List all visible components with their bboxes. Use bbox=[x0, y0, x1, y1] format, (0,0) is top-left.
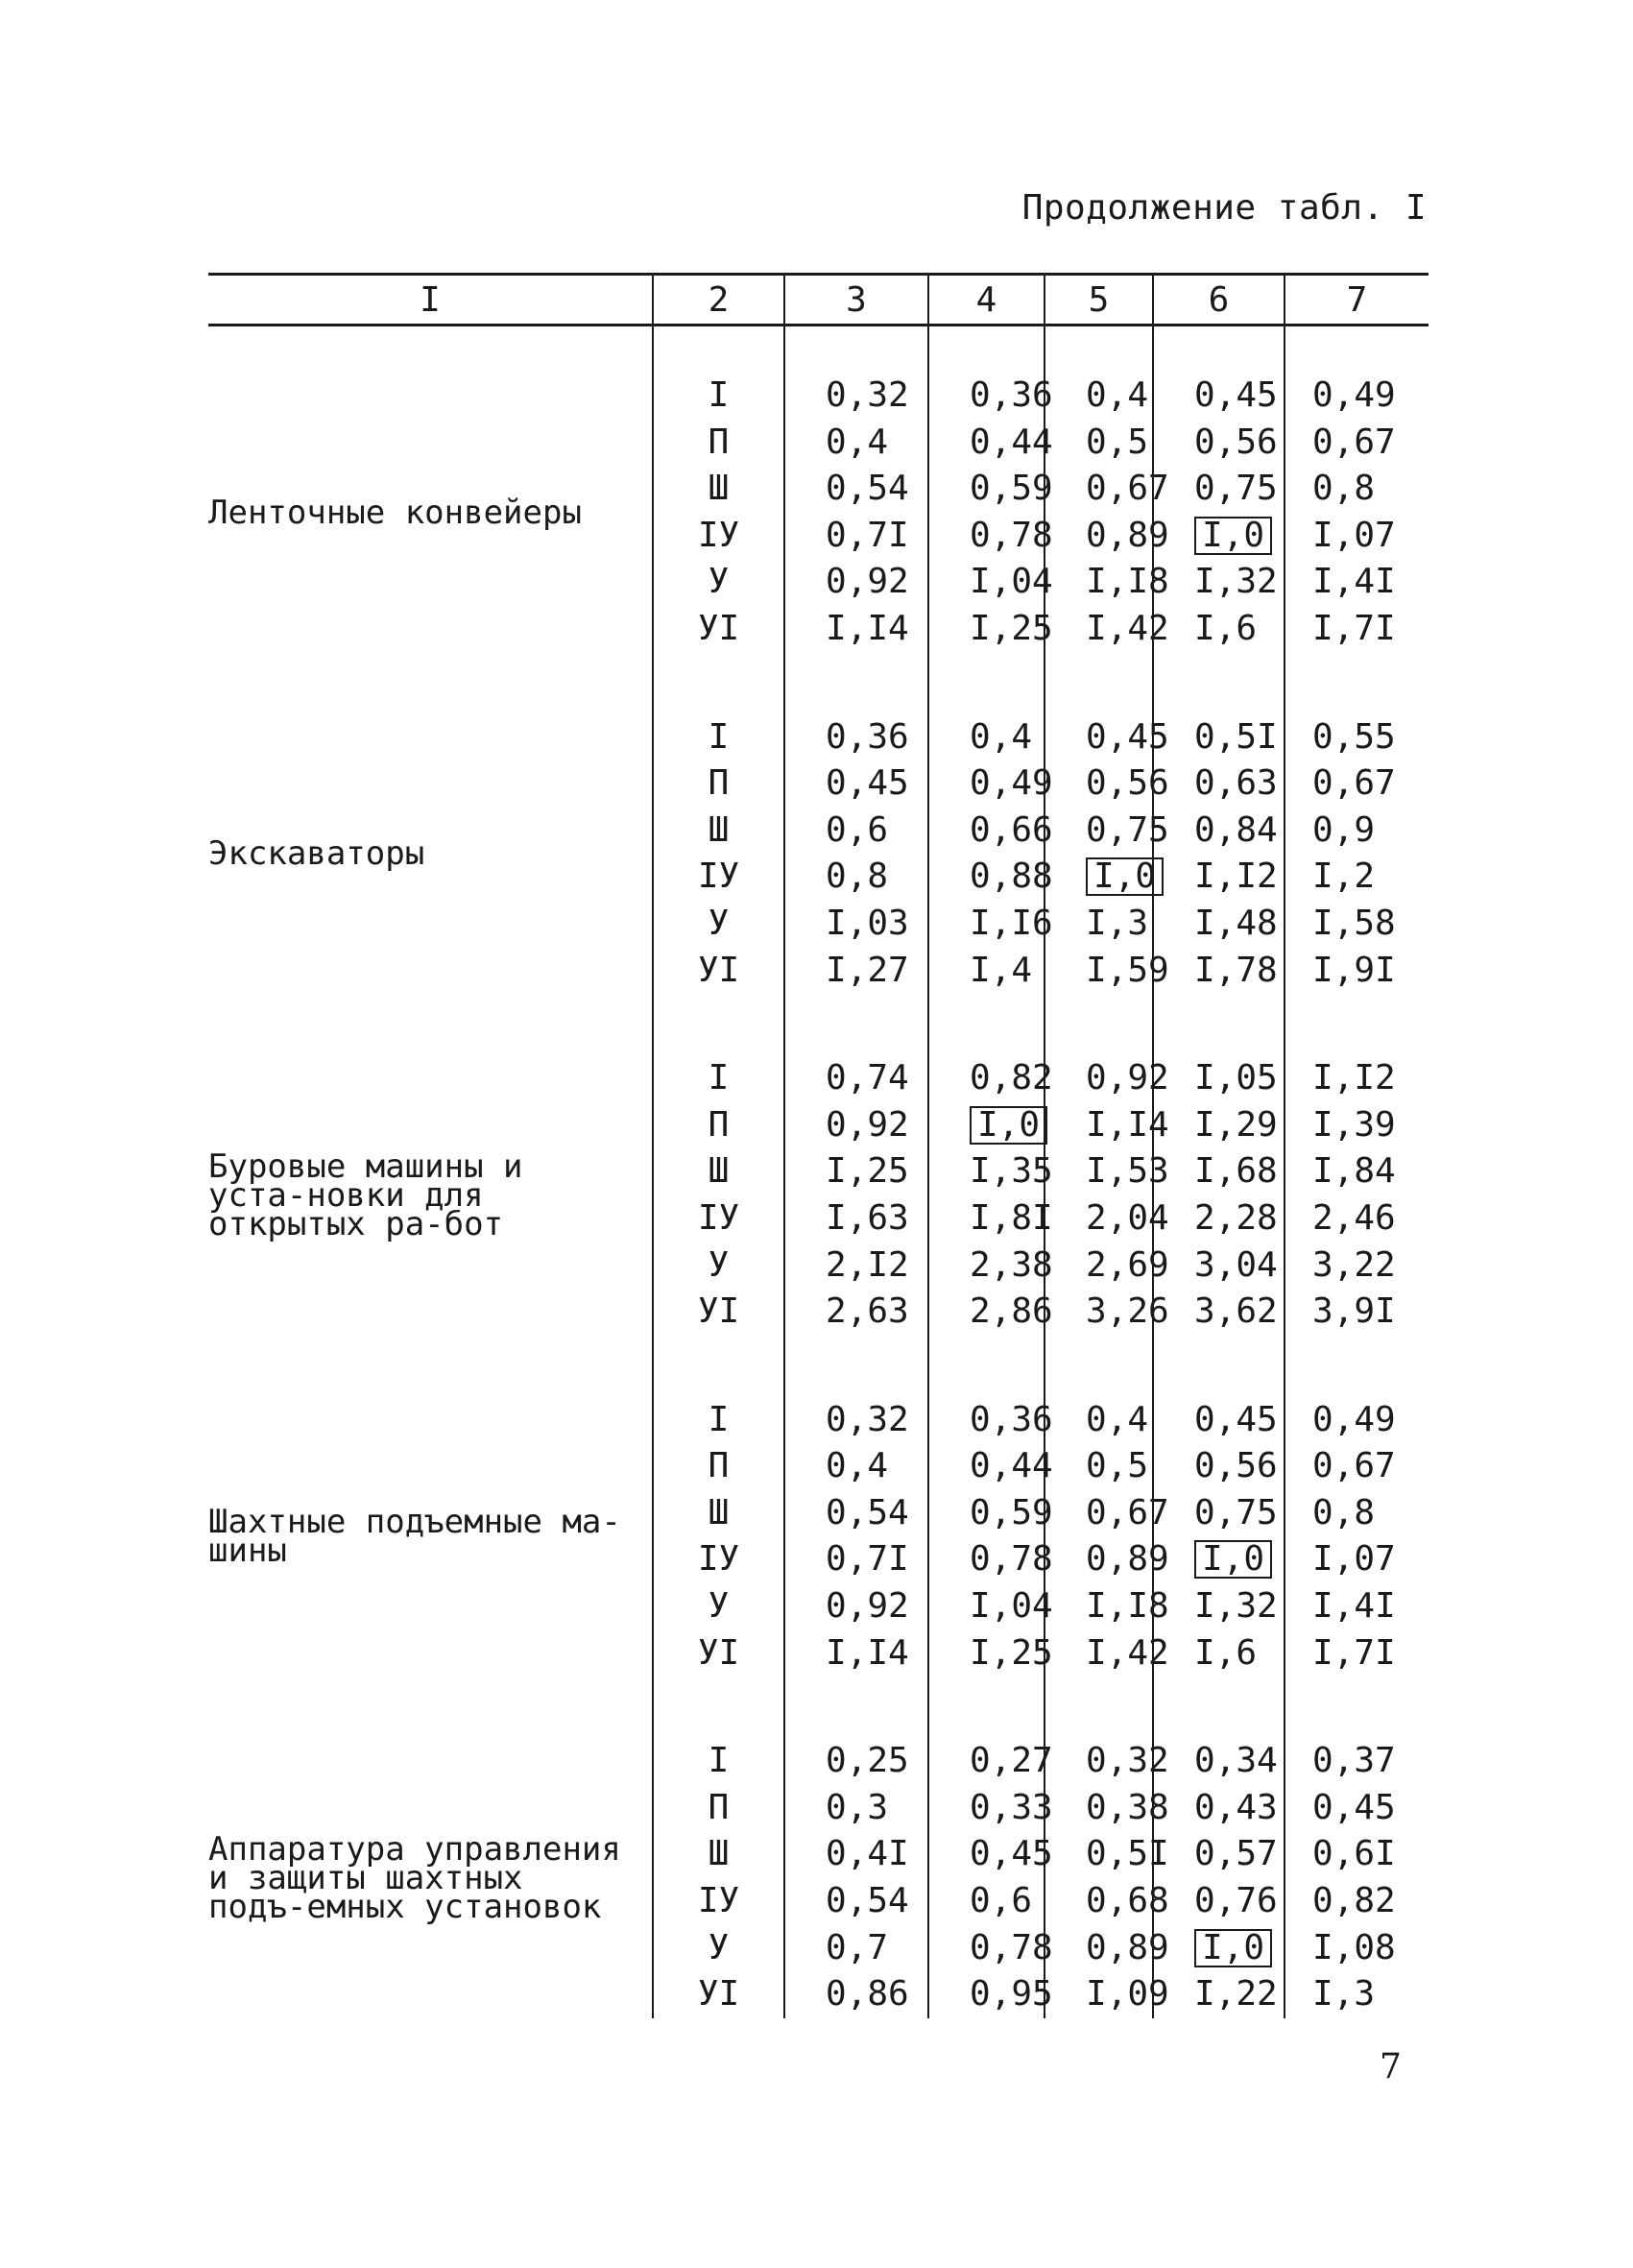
value-cell: 0,45 bbox=[1045, 714, 1153, 761]
column-header: 5 bbox=[1045, 275, 1153, 326]
value-cell: I,68 bbox=[1153, 1148, 1285, 1195]
value-cell: 0,6 bbox=[784, 808, 928, 855]
category-cell: I bbox=[653, 1738, 784, 1785]
value-cell: 2,04 bbox=[1045, 1195, 1153, 1243]
category-cell: Ш bbox=[653, 1490, 784, 1537]
spacer-cell bbox=[1285, 1336, 1429, 1397]
value-cell: I,22 bbox=[1153, 1971, 1285, 2018]
value-cell: 0,33 bbox=[928, 1785, 1045, 1832]
spacer-cell bbox=[784, 653, 928, 714]
spacer-cell bbox=[653, 994, 784, 1055]
value-cell: 0,25 bbox=[784, 1738, 928, 1785]
category-cell: IУ bbox=[653, 1536, 784, 1583]
value-cell: 0,63 bbox=[1153, 760, 1285, 808]
value-cell: 0,4 bbox=[784, 420, 928, 467]
category-cell: П bbox=[653, 760, 784, 808]
category-cell: УI bbox=[653, 948, 784, 995]
value-cell: 0,45 bbox=[1153, 1397, 1285, 1444]
value-cell: I,25 bbox=[928, 606, 1045, 653]
value-cell: 0,34 bbox=[1153, 1738, 1285, 1785]
value-cell: I,27 bbox=[784, 948, 928, 995]
category-cell: IУ bbox=[653, 1195, 784, 1243]
spacer-cell bbox=[1045, 326, 1153, 374]
equipment-name-cell: Аппаратура управления и защиты шахтных подъ-емных установок bbox=[208, 1830, 621, 1927]
spacer-cell bbox=[1285, 1677, 1429, 1738]
value-cell: 0,92 bbox=[784, 1583, 928, 1630]
value-cell: 0,54 bbox=[784, 1490, 928, 1537]
value-cell: 0,78 bbox=[928, 1536, 1045, 1583]
value-cell: 0,4 bbox=[1045, 1397, 1153, 1444]
value-cell: I,42 bbox=[1045, 1630, 1153, 1677]
value-cell: I,I8 bbox=[1045, 559, 1153, 606]
highlighted-value: I,0 bbox=[970, 1106, 1047, 1145]
value-cell: I,59 bbox=[1045, 948, 1153, 995]
spacer-cell bbox=[1285, 326, 1429, 374]
value-cell: 0,67 bbox=[1045, 466, 1153, 513]
highlighted-value: I,0 bbox=[1086, 857, 1164, 896]
value-cell: 0,5 bbox=[1045, 420, 1153, 467]
value-cell: 0,45 bbox=[1285, 1785, 1429, 1832]
value-cell: I,08 bbox=[1285, 1925, 1429, 1972]
spacer-cell bbox=[784, 1336, 928, 1397]
value-cell: I,63 bbox=[784, 1195, 928, 1243]
value-cell: 0,44 bbox=[928, 420, 1045, 467]
value-cell: 0,56 bbox=[1045, 760, 1153, 808]
category-cell: Ш bbox=[653, 466, 784, 513]
table-continuation-caption: Продолжение табл. I bbox=[1021, 188, 1427, 228]
page-number: 7 bbox=[1380, 2047, 1402, 2087]
value-cell: I,03 bbox=[784, 901, 928, 948]
coefficients-table bbox=[208, 273, 1429, 2018]
value-cell: 3,04 bbox=[1153, 1243, 1285, 1290]
category-cell: У bbox=[653, 901, 784, 948]
value-cell: I,3 bbox=[1285, 1971, 1429, 2018]
value-cell: 3,9I bbox=[1285, 1289, 1429, 1336]
value-cell: I,I2 bbox=[1153, 854, 1285, 901]
category-cell: I bbox=[653, 1055, 784, 1102]
value-cell: I,9I bbox=[1285, 948, 1429, 995]
spacer-cell bbox=[653, 653, 784, 714]
table-header bbox=[208, 275, 1429, 326]
value-cell: 0,3 bbox=[784, 1785, 928, 1832]
spacer-cell bbox=[1153, 994, 1285, 1055]
spacer-cell bbox=[784, 326, 928, 374]
value-cell: 0,8 bbox=[1285, 466, 1429, 513]
value-cell: I,I6 bbox=[928, 901, 1045, 948]
category-cell: П bbox=[653, 1785, 784, 1832]
value-cell: I,3 bbox=[1045, 901, 1153, 948]
equipment-name-cell: Буровые машины и уста-новки для открытых ра-бот bbox=[208, 1146, 523, 1243]
value-cell: I,6 bbox=[1153, 1630, 1285, 1677]
value-cell: 0,6 bbox=[928, 1878, 1045, 1925]
spacer-cell bbox=[1153, 1677, 1285, 1738]
value-cell: 0,43 bbox=[1153, 1785, 1285, 1832]
value-cell: 0,6I bbox=[1285, 1831, 1429, 1878]
category-cell: У bbox=[653, 1925, 784, 1972]
value-cell: I,05 bbox=[1153, 1055, 1285, 1102]
value-cell: 3,62 bbox=[1153, 1289, 1285, 1336]
group-spacer-row bbox=[208, 1677, 1429, 1738]
spacer-cell bbox=[1045, 1336, 1153, 1397]
spacer-cell bbox=[1153, 653, 1285, 714]
value-cell: 0,89 bbox=[1045, 1925, 1153, 1972]
value-cell: 0,67 bbox=[1045, 1490, 1153, 1537]
column-header: 4 bbox=[928, 275, 1045, 326]
group-spacer-row bbox=[208, 1336, 1429, 1397]
spacer-cell bbox=[208, 994, 653, 1055]
category-cell: УI bbox=[653, 1289, 784, 1336]
table-row bbox=[208, 1738, 1429, 1785]
highlighted-value: I,0 bbox=[1194, 517, 1272, 555]
equipment-name-cell: Экскаваторы bbox=[208, 834, 425, 874]
spacer-cell bbox=[653, 326, 784, 374]
value-cell: I,07 bbox=[1285, 1536, 1429, 1583]
spacer-cell bbox=[208, 326, 653, 374]
value-cell: 2,69 bbox=[1045, 1243, 1153, 1290]
category-cell: П bbox=[653, 1443, 784, 1490]
value-cell: 0,75 bbox=[1153, 466, 1285, 513]
value-cell: 0,56 bbox=[1153, 420, 1285, 467]
value-cell: 0,92 bbox=[784, 1102, 928, 1149]
value-cell: 2,28 bbox=[1153, 1195, 1285, 1243]
value-cell: I,8I bbox=[928, 1195, 1045, 1243]
column-header: I bbox=[208, 275, 653, 326]
value-cell: 0,49 bbox=[928, 760, 1045, 808]
value-cell bbox=[1045, 854, 1157, 901]
spacer-cell bbox=[1153, 1336, 1285, 1397]
category-cell: I bbox=[653, 1397, 784, 1444]
value-cell: 0,67 bbox=[1285, 420, 1429, 467]
value-cell: 0,86 bbox=[784, 1971, 928, 2018]
value-cell: 0,82 bbox=[1285, 1878, 1429, 1925]
value-cell: I,42 bbox=[1045, 606, 1153, 653]
value-cell: I,7I bbox=[1285, 1630, 1429, 1677]
value-cell: 0,59 bbox=[928, 1490, 1045, 1537]
value-cell bbox=[1153, 513, 1285, 560]
value-cell: 0,82 bbox=[928, 1055, 1045, 1102]
value-cell: 0,27 bbox=[928, 1738, 1045, 1785]
value-cell: 0,57 bbox=[1153, 1831, 1285, 1878]
category-cell: УI bbox=[653, 606, 784, 653]
table-row bbox=[208, 1397, 1429, 1444]
spacer-cell bbox=[1285, 653, 1429, 714]
value-cell: 0,4 bbox=[928, 714, 1045, 761]
value-cell: 0,37 bbox=[1285, 1738, 1429, 1785]
value-cell: 0,36 bbox=[928, 373, 1045, 420]
value-cell: 0,68 bbox=[1045, 1878, 1153, 1925]
value-cell: 0,45 bbox=[928, 1831, 1045, 1878]
value-cell: I,I4 bbox=[1045, 1102, 1153, 1149]
value-cell: 0,78 bbox=[928, 513, 1045, 560]
value-cell: 0,36 bbox=[784, 714, 928, 761]
value-cell: 0,5 bbox=[1045, 1443, 1153, 1490]
value-cell: 0,67 bbox=[1285, 1443, 1429, 1490]
value-cell: I,48 bbox=[1153, 901, 1285, 948]
value-cell: 0,32 bbox=[784, 373, 928, 420]
category-cell: П bbox=[653, 420, 784, 467]
value-cell: 3,26 bbox=[1045, 1289, 1153, 1336]
category-cell: I bbox=[653, 373, 784, 420]
value-cell: 0,75 bbox=[1153, 1490, 1285, 1537]
value-cell: 0,7I bbox=[784, 1536, 928, 1583]
value-cell: 2,I2 bbox=[784, 1243, 928, 1290]
value-cell: 0,92 bbox=[1045, 1055, 1153, 1102]
column-header: 3 bbox=[784, 275, 928, 326]
value-cell: I,04 bbox=[928, 559, 1045, 606]
spacer-cell bbox=[1285, 994, 1429, 1055]
value-cell: 0,88 bbox=[928, 854, 1045, 901]
value-cell: 0,36 bbox=[928, 1397, 1045, 1444]
table-body bbox=[208, 326, 1429, 2018]
value-cell: I,32 bbox=[1153, 559, 1285, 606]
value-cell bbox=[1153, 1925, 1285, 1972]
value-cell: 0,89 bbox=[1045, 513, 1153, 560]
category-cell: П bbox=[653, 1102, 784, 1149]
value-cell: I,I4 bbox=[784, 606, 928, 653]
category-cell: I bbox=[653, 714, 784, 761]
value-cell: 0,78 bbox=[928, 1925, 1045, 1972]
data-table-container bbox=[208, 273, 1429, 2018]
value-cell: 0,75 bbox=[1045, 808, 1153, 855]
column-header: 7 bbox=[1285, 275, 1429, 326]
value-cell: I,29 bbox=[1153, 1102, 1285, 1149]
table-row bbox=[208, 373, 1429, 420]
value-cell: 0,74 bbox=[784, 1055, 928, 1102]
value-cell: I,2 bbox=[1285, 854, 1429, 901]
category-cell: Ш bbox=[653, 808, 784, 855]
value-cell: I,07 bbox=[1285, 513, 1429, 560]
spacer-cell bbox=[1045, 1677, 1153, 1738]
value-cell: I,4I bbox=[1285, 559, 1429, 606]
value-cell: 0,66 bbox=[928, 808, 1045, 855]
category-cell: УI bbox=[653, 1630, 784, 1677]
value-cell bbox=[928, 1102, 1045, 1149]
value-cell: 0,38 bbox=[1045, 1785, 1153, 1832]
category-cell: IУ bbox=[653, 1878, 784, 1925]
value-cell: 0,5I bbox=[1045, 1831, 1153, 1878]
value-cell: I,7I bbox=[1285, 606, 1429, 653]
spacer-cell bbox=[928, 1336, 1045, 1397]
spacer-cell bbox=[208, 653, 653, 714]
spacer-cell bbox=[1153, 326, 1285, 374]
value-cell: 0,7 bbox=[784, 1925, 928, 1972]
value-cell: 0,95 bbox=[928, 1971, 1045, 2018]
spacer-cell bbox=[784, 994, 928, 1055]
value-cell: 0,59 bbox=[928, 466, 1045, 513]
value-cell: 0,4I bbox=[784, 1831, 928, 1878]
value-cell: 0,92 bbox=[784, 559, 928, 606]
equipment-name-cell: Шахтные подъемные ма-шины bbox=[208, 1503, 621, 1571]
table-row bbox=[208, 1055, 1429, 1102]
category-cell: УI bbox=[653, 1971, 784, 2018]
value-cell: I,35 bbox=[928, 1148, 1045, 1195]
spacer-cell bbox=[928, 653, 1045, 714]
spacer-cell bbox=[653, 1677, 784, 1738]
value-cell: 0,84 bbox=[1153, 808, 1285, 855]
value-cell: I,32 bbox=[1153, 1583, 1285, 1630]
value-cell: 2,38 bbox=[928, 1243, 1045, 1290]
value-cell: 0,45 bbox=[784, 760, 928, 808]
value-cell: I,I4 bbox=[784, 1630, 928, 1677]
value-cell: I,78 bbox=[1153, 948, 1285, 995]
spacer-cell bbox=[928, 326, 1045, 374]
spacer-cell bbox=[1045, 653, 1153, 714]
value-cell: 0,56 bbox=[1153, 1443, 1285, 1490]
value-cell: I,25 bbox=[928, 1630, 1045, 1677]
spacer-cell bbox=[928, 994, 1045, 1055]
value-cell: 0,45 bbox=[1153, 373, 1285, 420]
value-cell: 0,89 bbox=[1045, 1536, 1153, 1583]
category-cell: IУ bbox=[653, 513, 784, 560]
value-cell: I,6 bbox=[1153, 606, 1285, 653]
value-cell: 0,55 bbox=[1285, 714, 1429, 761]
value-cell: 3,22 bbox=[1285, 1243, 1429, 1290]
value-cell: 0,5I bbox=[1153, 714, 1285, 761]
group-spacer-row bbox=[208, 326, 1429, 374]
highlighted-value: I,0 bbox=[1194, 1929, 1272, 1967]
spacer-cell bbox=[928, 1677, 1045, 1738]
value-cell: I,I8 bbox=[1045, 1583, 1153, 1630]
column-header: 6 bbox=[1153, 275, 1285, 326]
spacer-cell bbox=[653, 1336, 784, 1397]
value-cell: I,04 bbox=[928, 1583, 1045, 1630]
highlighted-value: I,0 bbox=[1194, 1540, 1272, 1579]
table-row bbox=[208, 714, 1429, 761]
category-cell: У bbox=[653, 1243, 784, 1290]
value-cell: 0,7I bbox=[784, 513, 928, 560]
value-cell: 0,49 bbox=[1285, 373, 1429, 420]
value-cell: 0,4 bbox=[1045, 373, 1153, 420]
value-cell: I,25 bbox=[784, 1148, 928, 1195]
spacer-cell bbox=[784, 1677, 928, 1738]
value-cell: 0,8 bbox=[1285, 1490, 1429, 1537]
group-spacer-row bbox=[208, 653, 1429, 714]
value-cell: I,84 bbox=[1285, 1148, 1429, 1195]
value-cell: I,39 bbox=[1285, 1102, 1429, 1149]
group-spacer-row bbox=[208, 994, 1429, 1055]
value-cell: 0,49 bbox=[1285, 1397, 1429, 1444]
value-cell: I,4I bbox=[1285, 1583, 1429, 1630]
value-cell: I,4 bbox=[928, 948, 1045, 995]
value-cell: 2,63 bbox=[784, 1289, 928, 1336]
value-cell: 0,44 bbox=[928, 1443, 1045, 1490]
column-header: 2 bbox=[653, 275, 784, 326]
spacer-cell bbox=[1045, 994, 1153, 1055]
equipment-name-cell: Ленточные конвейеры bbox=[208, 493, 582, 532]
value-cell: 0,67 bbox=[1285, 760, 1429, 808]
value-cell: 0,54 bbox=[784, 466, 928, 513]
category-cell: Ш bbox=[653, 1831, 784, 1878]
category-cell: У bbox=[653, 559, 784, 606]
value-cell: I,09 bbox=[1045, 1971, 1153, 2018]
value-cell: 0,76 bbox=[1153, 1878, 1285, 1925]
category-cell: IУ bbox=[653, 854, 784, 901]
value-cell: 0,32 bbox=[784, 1397, 928, 1444]
value-cell bbox=[1153, 1536, 1285, 1583]
spacer-cell bbox=[208, 1336, 653, 1397]
category-cell: Ш bbox=[653, 1148, 784, 1195]
value-cell: 0,9 bbox=[1285, 808, 1429, 855]
value-cell: 2,86 bbox=[928, 1289, 1045, 1336]
value-cell: 2,46 bbox=[1285, 1195, 1429, 1243]
value-cell: I,53 bbox=[1045, 1148, 1153, 1195]
spacer-cell bbox=[208, 1677, 653, 1738]
category-cell: У bbox=[653, 1583, 784, 1630]
value-cell: I,58 bbox=[1285, 901, 1429, 948]
value-cell: 0,32 bbox=[1045, 1738, 1153, 1785]
value-cell: 0,54 bbox=[784, 1878, 928, 1925]
value-cell: 0,4 bbox=[784, 1443, 928, 1490]
value-cell: I,I2 bbox=[1285, 1055, 1429, 1102]
header-row bbox=[208, 275, 1429, 326]
value-cell: 0,8 bbox=[784, 854, 928, 901]
